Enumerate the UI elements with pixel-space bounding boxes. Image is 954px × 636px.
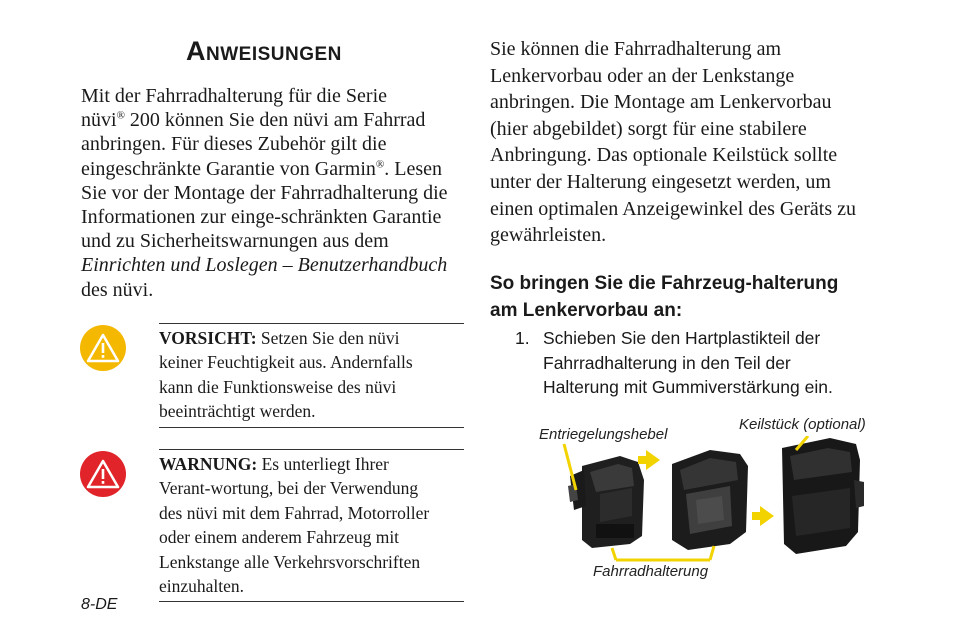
arrow-right-icon <box>760 506 774 526</box>
label-release-lever: Entriegelungshebel <box>539 426 668 443</box>
caution-top-rule <box>159 323 464 324</box>
alert-triangle-icon <box>86 459 120 489</box>
leader-line-lever <box>564 444 576 490</box>
leader-line-mount-a <box>612 548 616 560</box>
warning-triangle-icon <box>86 333 120 363</box>
mounting-paragraph: Sie können die Fahrradhalterung am Lenkervorbau oder an der Lenkstange anbringen. Die Montage am Lenkervorbau (hier abgebildet) sorgt für eine stabilere Anbringung. Das optionale Keilstück sollte unter der Halterung eingesetzt werden, um einen optimalen Anzeigewinkel des Geräts zu gewährleisten. <box>490 38 856 247</box>
wedge-part <box>782 438 864 554</box>
bracket-part <box>568 456 644 548</box>
mount-illustration <box>560 436 880 566</box>
label-wedge: Keilstück (optional) <box>739 416 866 433</box>
warning-top-rule <box>159 449 464 450</box>
arrow-right-icon <box>646 450 660 470</box>
warning-icon <box>80 451 126 497</box>
intro-paragraph: Mit der Fahrradhalterung für die Serie nüvi® 200 können Sie den nüvi am Fahrrad anbringen. Für dieses Zubehör gilt die eingeschränkte Garantie von Garmin®. Lesen Sie vor der Montage der Fahrradhalterung die Informationen zur einge-schränkten Garantie und zu Sicherheitswarnungen aus dem Einrichten und Loslegen – Benutzerhandbuch des nüvi. <box>81 85 448 301</box>
leader-line-mount-c <box>710 546 714 560</box>
warning-bottom-rule <box>159 601 464 602</box>
caution-bottom-rule <box>159 427 464 428</box>
arrow-shaft <box>638 456 648 464</box>
page-title: ANWEISUNGEN <box>186 36 342 66</box>
procedure-title: So bringen Sie die Fahrzeug-halterung am Lenkervorbau an: <box>490 273 839 321</box>
warning-note: WARNUNG: Es unterliegt Ihrer Verant-wortung, bei der Verwendung des nüvi mit dem Fahrrad, Motorroller oder einem anderem Fahrzeug mit Lenkstange alle Verkehrsvorschriften einzuhalten. <box>159 454 430 597</box>
caution-icon <box>80 325 126 371</box>
page-number: 8-DE <box>81 596 118 613</box>
rubber-mount-part <box>672 450 748 550</box>
step-number: 1. <box>515 328 530 348</box>
label-bike-mount: Fahrradhalterung <box>593 563 709 580</box>
step-text: Schieben Sie den Hartplastikteil der Fahrradhalterung in den Teil der Halterung mit Gummiverstärkung ein. <box>543 328 833 397</box>
caution-note: VORSICHT: Setzen Sie den nüvi keiner Feuchtigkeit aus. Andernfalls kann die Funktionsweise des nüvi beeinträchtigt werden. <box>159 328 413 422</box>
arrow-shaft <box>752 512 762 520</box>
